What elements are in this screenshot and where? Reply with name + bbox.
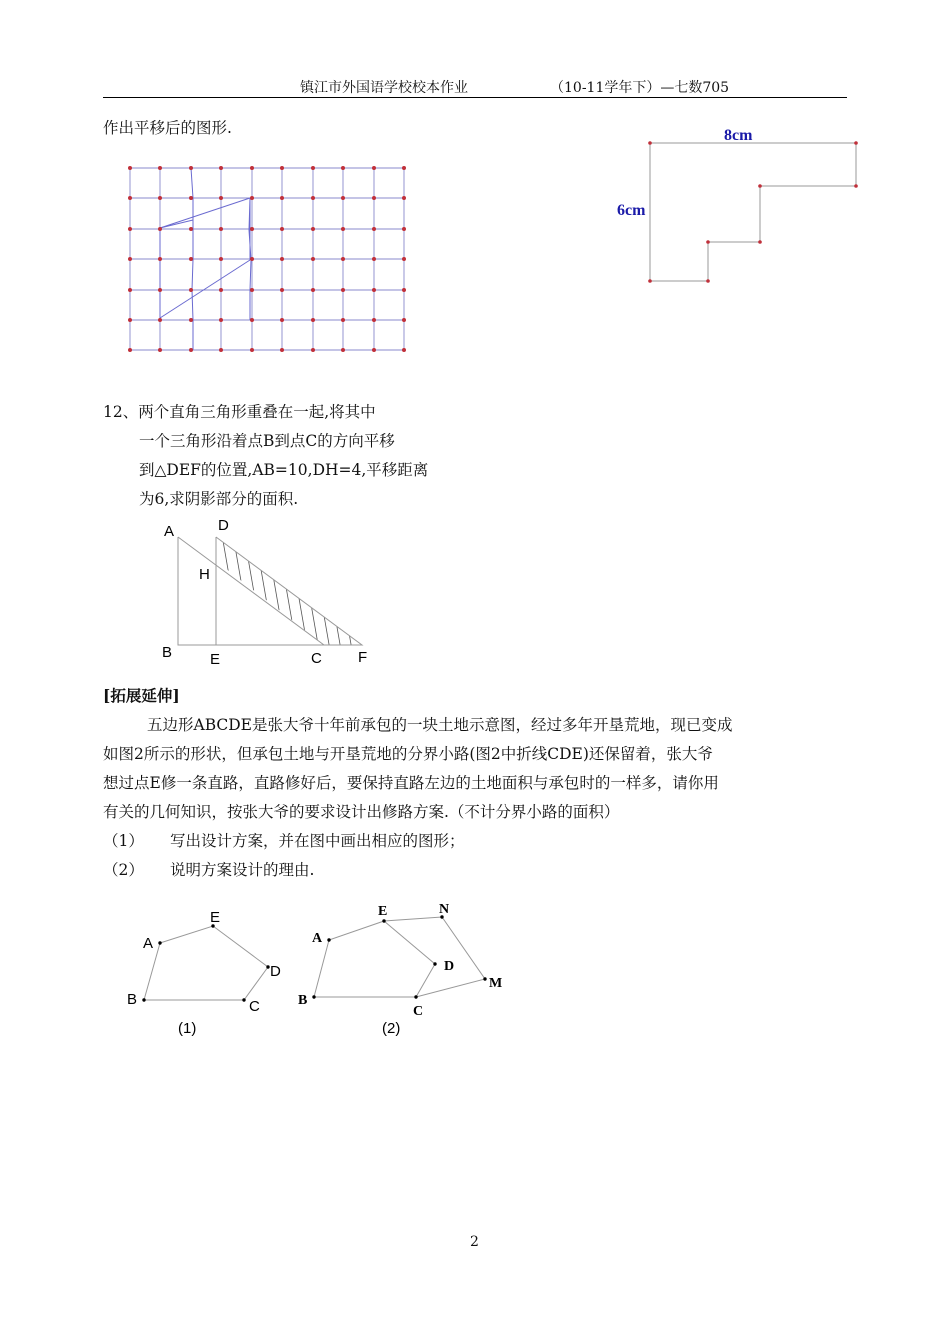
triangle-lines: [178, 537, 362, 645]
extension-item-1-num: （1）: [103, 832, 144, 850]
extension-item-1-text: 写出设计方案，并在图中画出相应的图形；: [170, 832, 465, 850]
q12-line-1: 12、两个直角三角形重叠在一起,将其中: [103, 403, 376, 421]
fig2-label-N: N: [439, 902, 450, 917]
fig1-caption: (1): [178, 1020, 197, 1037]
staircase-width-label: 8cm: [724, 127, 753, 144]
page-header: [300, 77, 730, 97]
header-school: 镇江市外国语学校校本作业: [300, 80, 468, 96]
staircase-height-label: 6cm: [617, 202, 646, 219]
q12-line-3: 到△DEF的位置,AB=10,DH=4,平移距离: [139, 461, 429, 479]
fig2-label-M: M: [489, 976, 503, 991]
fig2-caption: (2): [382, 1020, 401, 1037]
extension-item-2-num: （2）: [103, 861, 144, 879]
label-D: D: [218, 517, 229, 534]
staircase-outline: [650, 143, 856, 281]
label-H: H: [199, 566, 210, 583]
extension-para-2: 如图2所示的形状，但承包土地与开垦荒地的分界小路(图2中折线CDE)还保留着，张大爷: [103, 745, 713, 763]
label-F: F: [358, 649, 368, 666]
q11-instruction: 作出平移后的图形.: [103, 119, 232, 137]
translation-grid-figure: [115, 155, 420, 365]
label-E: E: [210, 651, 221, 668]
figure-2: [314, 917, 485, 997]
shaded-region: [200, 535, 380, 650]
extension-para-4: 有关的几何知识，按张大爷的要求设计出修路方案.（不计分界小路的面积）: [103, 803, 620, 821]
extension-para-3: 想过点E修一条直路，直路修好后，要保持直路左边的土地面积与承包时的一样多，请你用: [103, 774, 719, 792]
fig1-label-A: A: [143, 935, 154, 952]
pentagon-figures: [110, 890, 510, 1050]
extension-para-1: 五边形ABCDE是张大爷十年前承包的一块土地示意图，经过多年开垦荒地，现已变成: [147, 716, 733, 734]
figure-2-points: [312, 915, 486, 998]
grid-lines: [130, 168, 404, 350]
figure-1: [144, 926, 268, 1000]
extension-item-2-text: 说明方案设计的理由.: [170, 861, 315, 879]
fig2-label-D: D: [444, 959, 455, 974]
extension-heading: [拓展延伸]: [103, 686, 180, 705]
header-rule: [103, 97, 847, 98]
fig2-label-A: A: [312, 931, 323, 946]
triangles-figure: [155, 510, 380, 670]
label-A: A: [164, 523, 175, 540]
fig1-label-B: B: [127, 991, 138, 1008]
label-C: C: [311, 650, 322, 667]
fig2-label-E: E: [378, 904, 388, 919]
fig2-label-C: C: [413, 1004, 424, 1019]
label-B: B: [162, 644, 173, 661]
q12-line-2: 一个三角形沿着点B到点C的方向平移: [139, 432, 395, 450]
q12-line-4: 为6,求阴影部分的面积.: [139, 490, 299, 508]
header-course: （10-11学年下）—七数705: [550, 80, 730, 96]
fig1-label-D: D: [270, 963, 281, 980]
fig1-label-E: E: [210, 909, 221, 926]
fig2-label-B: B: [298, 993, 308, 1008]
staircase-figure: [600, 120, 880, 300]
fig1-label-C: C: [249, 998, 260, 1015]
page-number: 2: [470, 1234, 479, 1250]
staircase-vertices: [648, 141, 858, 283]
